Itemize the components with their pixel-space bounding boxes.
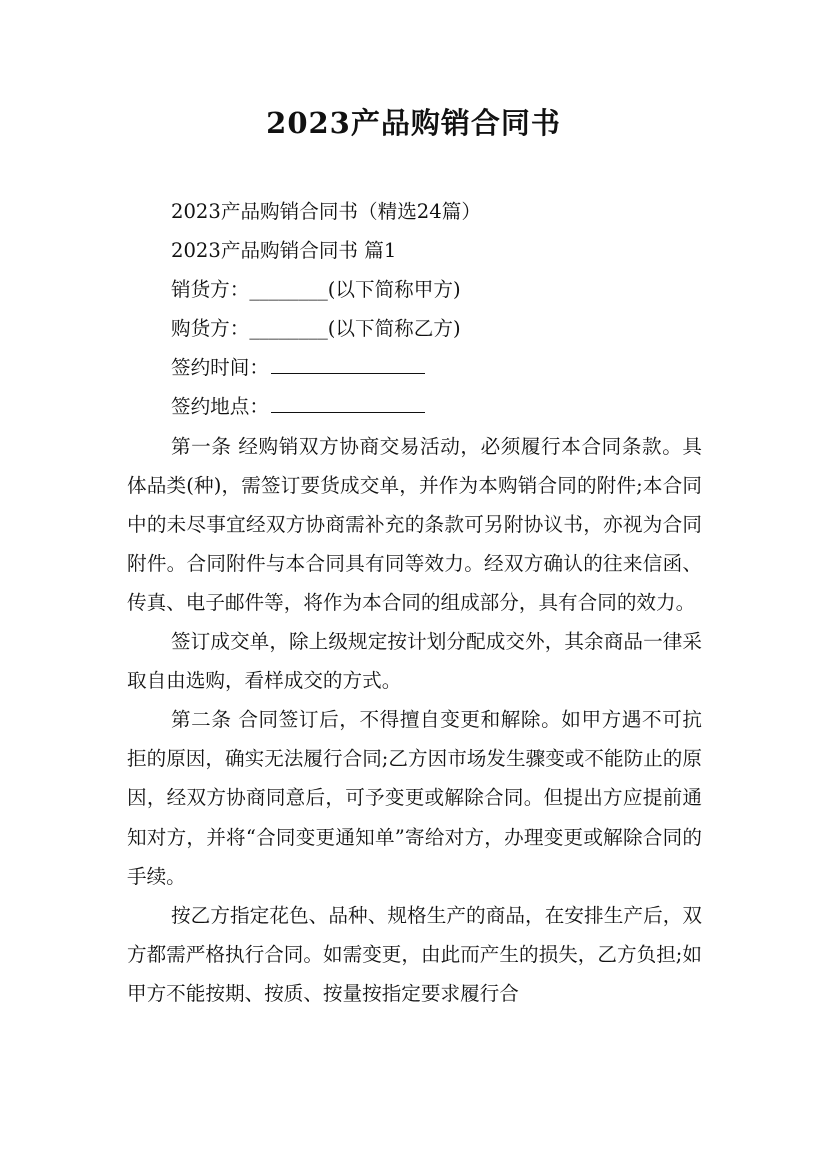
sign-time-blank [271,357,425,374]
sign-time-label: 签约时间： [171,356,269,380]
sign-place-label: 签约地点： [171,395,269,419]
paragraph-article-2: 第二条 合同签订后，不得擅自变更和解除。如甲方遇不可抗拒的原因，确实无法履行合同;乙方因市场发生骤变或不能防止的原因，经双方协商同意后，可予变更或解除合同。但提出方应提前通知对方，并将“合同变更通知单”寄给对方，办理变更或解除合同的手续。 [127,708,702,888]
document-title: 2023产品购销合同书 [266,106,561,140]
document-subtitle: 2023产品购销合同书（精选24篇） [171,200,481,223]
sign-time-line [127,348,702,387]
paragraph-order-form: 签订成交单，除上级规定按计划分配成交外，其余商品一律采取自由选购，看样成交的方式。 [127,630,702,693]
sign-place-blank [271,396,425,413]
paragraph-article-1: 第一条 经购销双方协商交易活动，必须履行本合同条款。具体品类(种)，需签订要货成交单，并作为本购销合同的附件;本合同中的未尽事宜经双方协商需补充的条款可另附协议书，亦视为合同附件。合同附件与本合同具有同等效力。经双方确认的往来信函、传真、电子邮件等，将作为本合同的组成部分，具有合同的效力。 [127,434,702,614]
part-heading: 2023产品购销合同书 篇1 [171,239,397,263]
seller-line: 销货方：________(以下简称甲方) [171,278,461,302]
sign-place-line [127,387,702,426]
document-body [127,192,702,1013]
buyer-line: 购货方：________(以下简称乙方) [171,317,461,341]
paragraph-specified-goods: 按乙方指定花色、品种、规格生产的商品，在安排生产后，双方都需严格执行合同。如需变更，由此而产生的损失，乙方负担;如甲方不能按期、按质、按量按指定要求履行合 [127,903,702,1005]
